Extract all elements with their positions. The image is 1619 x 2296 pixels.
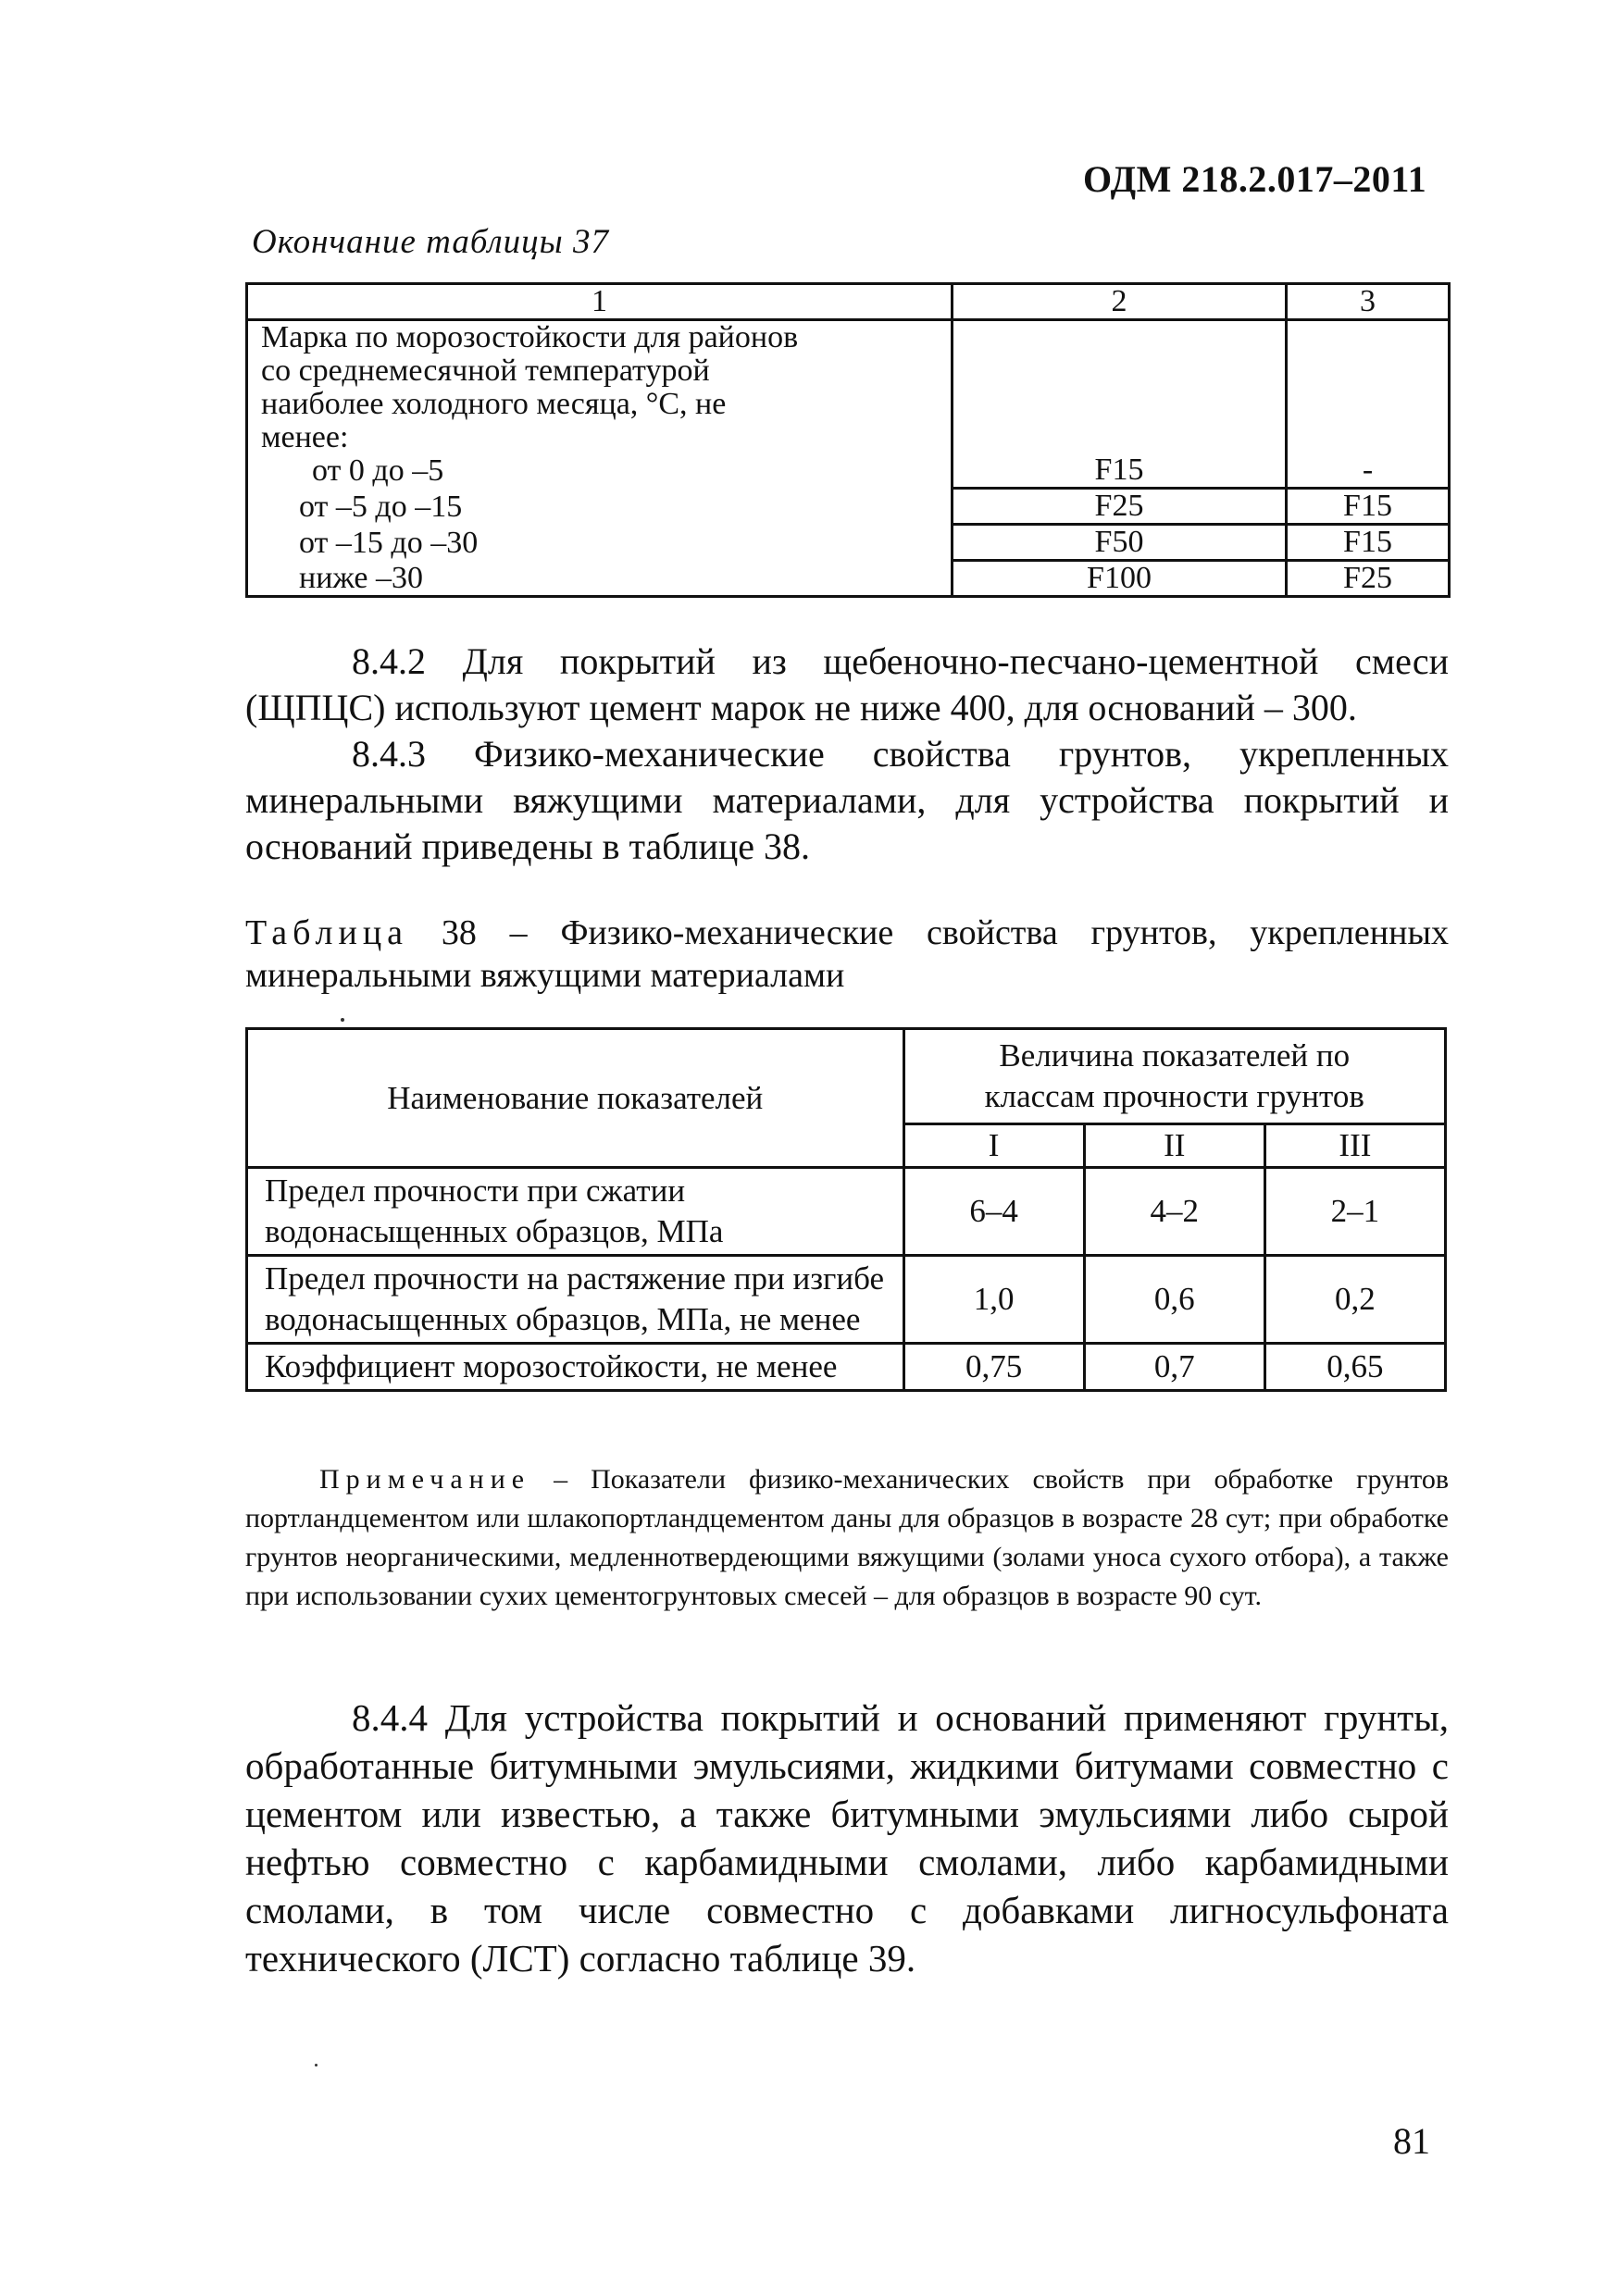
table-38-header-group: Величина показателей по классам прочности грунтов	[903, 1029, 1445, 1124]
paragraph-8-4-2: 8.4.2 Для покрытий из щебеночно-песчано-цементной смеси (ЩПЦС) используют цемент марок не ниже 400, для оснований – 300.	[245, 640, 1449, 728]
note-label: Примечание	[319, 1464, 531, 1495]
table-38-row	[247, 1256, 1446, 1344]
table-37-row	[247, 560, 1450, 596]
table-37-cell: F15	[1287, 524, 1450, 560]
document-code: ОДМ 218.2.017–2011	[1083, 158, 1427, 200]
table-38	[245, 1027, 1447, 1392]
table-37-header-row	[247, 284, 1450, 320]
table-38-note	[245, 1460, 1449, 1616]
table-37-row-label: от 0 до –5	[312, 453, 444, 488]
table-38-class-3: III	[1264, 1124, 1445, 1168]
table-37-label-cell	[247, 320, 953, 489]
paragraph-8-4-3: 8.4.3 Физико-механические свойства грунтов, укрепленных минеральными вяжущими материалами, для устройства покрытий и оснований приведены в таблице 38.	[245, 733, 1449, 867]
table-37-cell: F25	[953, 488, 1287, 524]
table-37-row	[247, 320, 1450, 489]
table-37-row-label: от –15 до –30	[247, 524, 953, 560]
table-38-header-row	[247, 1029, 1446, 1124]
table-38-row	[247, 1168, 1446, 1256]
table-38-caption-word: Таблица	[245, 913, 409, 952]
table-37-label-line: наиболее холодного месяца, °С, не	[261, 387, 727, 421]
table-38-caption	[245, 912, 1449, 997]
table-38-value: 1,0	[903, 1256, 1084, 1344]
table-37-cell: F100	[953, 560, 1287, 596]
table-38-value: 2–1	[1264, 1168, 1445, 1256]
table-37-colnum-1: 1	[247, 284, 953, 320]
table-37-continuation-caption: Окончание таблицы 37	[252, 223, 609, 261]
table-38-header-name: Наименование показателей	[247, 1029, 904, 1168]
table-37-cell: F50	[953, 524, 1287, 560]
table-38-value: 6–4	[903, 1168, 1084, 1256]
table-37-cell: F15	[953, 320, 1287, 489]
note-text: – Показатели физико-механических свойств при обработке грунтов портландцементом или шлакопортландцементом даны для образцов в возрасте 28 сут; при обработке грунтов неорганическими, медленнотвердеющими вяжущими (золами уноса сухого отбора), а также при использовании сухих цементогрунтовых смесей – для образцов в возрасте 90 сут.	[245, 1464, 1449, 1611]
table-37-colnum-2: 2	[953, 284, 1287, 320]
paragraph-8-4-4: 8.4.4 Для устройства покрытий и оснований применяют грунты, обработанные битумными эмульсиями, жидкими битумами совместно с цементом или известью, а также битумными эмульсиями либо сырой нефтью совместно с карбамидными смолами, либо карбамидными смолами, в том числе совместно с добавками лигносульфоната технического (ЛСТ) согласно таблице 39.	[245, 1696, 1449, 1980]
table-38-row	[247, 1344, 1446, 1391]
table-38-class-1: I	[903, 1124, 1084, 1168]
table-37	[245, 282, 1451, 598]
table-38-value: 0,7	[1084, 1344, 1264, 1391]
table-37-label-line: менее:	[261, 420, 349, 454]
table-37-label-line: Марка по морозостойкости для районов	[261, 320, 799, 354]
table-38-value: 0,6	[1084, 1256, 1264, 1344]
table-37-row-label: ниже –30	[247, 560, 953, 596]
table-38-value: 4–2	[1084, 1168, 1264, 1256]
table-38-row-name: Коэффициент морозостойкости, не менее	[247, 1344, 904, 1391]
table-37-label-line: со среднемесячной температурой	[261, 354, 710, 388]
page-number: 81	[1393, 2120, 1430, 2162]
table-38-row-name: Предел прочности на растяжение при изгибе водонасыщенных образцов, МПа, не менее	[247, 1256, 904, 1344]
table-37-row	[247, 488, 1450, 524]
table-38-value: 0,65	[1264, 1344, 1445, 1391]
table-38-value: 0,2	[1264, 1256, 1445, 1344]
table-37-cell: -	[1287, 320, 1450, 489]
table-37-cell: F25	[1287, 560, 1450, 596]
table-37-row	[247, 524, 1450, 560]
table-37-colnum-3: 3	[1287, 284, 1450, 320]
table-38-value: 0,75	[903, 1344, 1084, 1391]
table-37-row-label: от –5 до –15	[247, 488, 953, 524]
scan-speck	[315, 2064, 318, 2066]
table-38-class-2: II	[1084, 1124, 1264, 1168]
scan-speck	[341, 1018, 344, 1022]
table-38-caption-text: 38 – Физико-механические свойства грунтов, укрепленных минеральными вяжущими материалами	[245, 913, 1449, 995]
table-38-row-name: Предел прочности при сжатии водонасыщенных образцов, МПа	[247, 1168, 904, 1256]
table-37-cell: F15	[1287, 488, 1450, 524]
